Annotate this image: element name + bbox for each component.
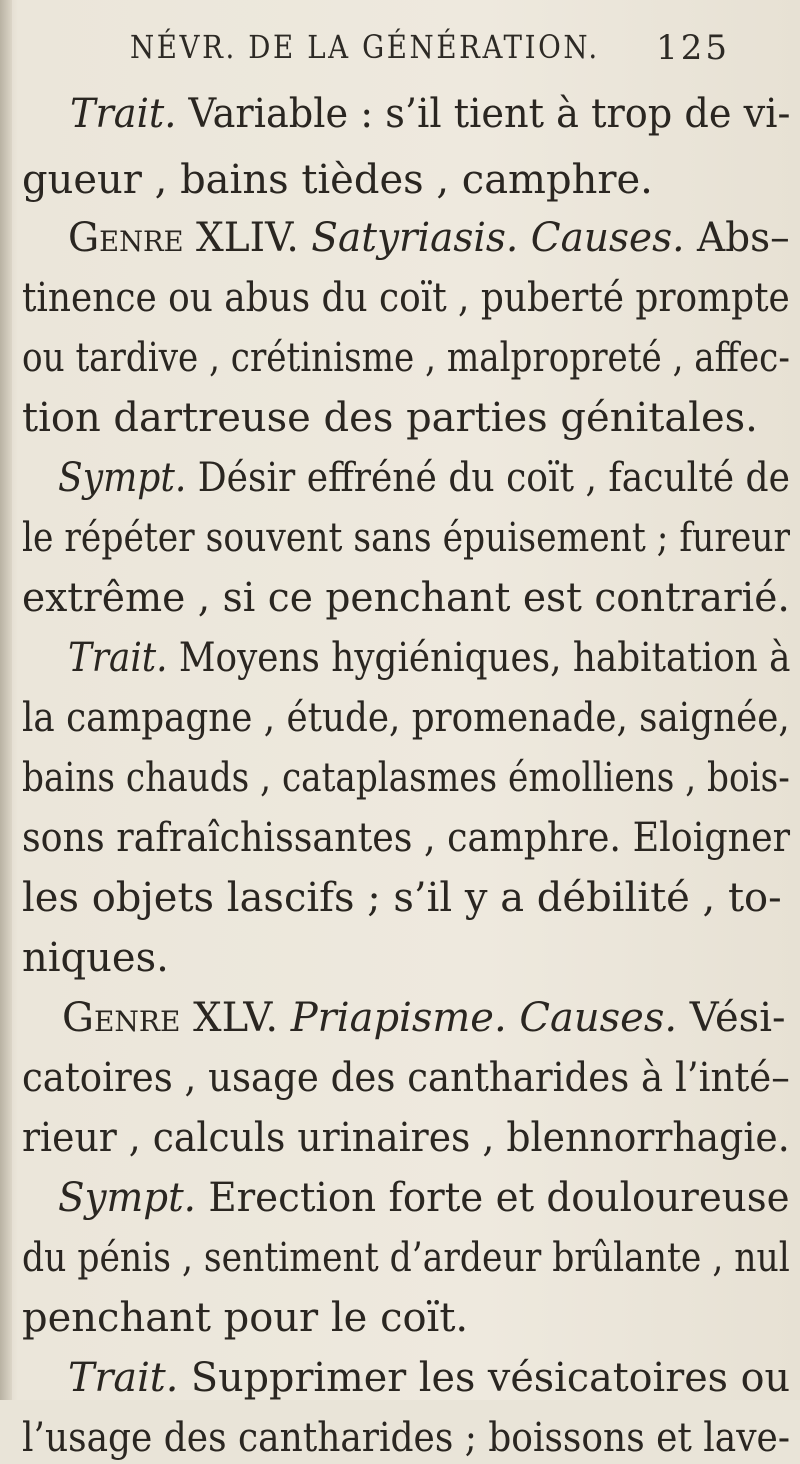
text-line: niques. bbox=[22, 935, 169, 981]
text-line: le répéter souvent sans épuisement ; fureur bbox=[22, 515, 791, 561]
text-line bbox=[68, 632, 790, 684]
genre-label: Genre bbox=[62, 995, 181, 1041]
text-line: la campagne , étude, promenade, saignée, bbox=[22, 695, 790, 741]
heading-trait: Trait. bbox=[70, 91, 177, 137]
page-header bbox=[130, 22, 730, 78]
line-text: Supprimer les vésicatoires ou bbox=[178, 1355, 791, 1401]
text-line: tinence ou abus du coït , puberté prompte bbox=[22, 275, 790, 321]
page-gutter-edge bbox=[0, 0, 12, 1400]
line-text: Moyens hygiéniques, habitation à bbox=[167, 635, 791, 681]
line-text: Vési- bbox=[677, 995, 786, 1041]
genre-number: XLV. bbox=[180, 995, 291, 1041]
heading-trait: Trait. bbox=[68, 635, 168, 681]
heading-trait: Trait. bbox=[68, 1355, 179, 1401]
text-line bbox=[62, 992, 786, 1044]
line-text: Abs– bbox=[684, 215, 790, 261]
page-number: 125 bbox=[656, 28, 730, 68]
line-text: Erection forte et douloureuse bbox=[195, 1175, 790, 1221]
genre-title: Satyriasis. Causes. bbox=[311, 215, 685, 261]
text-line: ou tardive , crétinisme , malpropreté , affec- bbox=[22, 335, 790, 381]
text-line: extrême , si ce penchant est contrarié. bbox=[22, 575, 790, 621]
text-line: bains chauds , cataplasmes émolliens , bois- bbox=[22, 755, 790, 801]
text-line: l’usage des cantharides ; boissons et lave- bbox=[22, 1415, 790, 1461]
running-title: NÉVR. DE LA GÉNÉRATION. bbox=[130, 28, 600, 66]
line-text: Désir effréné du coït , faculté de bbox=[186, 455, 790, 501]
text-line: sons rafraîchissantes , camphre. Eloigner bbox=[22, 815, 791, 861]
text-line: tion dartreuse des parties génitales. bbox=[22, 395, 758, 441]
text-line: rieur , calculs urinaires , blennorrhagie. bbox=[22, 1115, 790, 1161]
genre-label: Genre bbox=[68, 215, 184, 261]
text-line bbox=[58, 452, 790, 504]
text-line bbox=[70, 88, 790, 140]
heading-sympt: Sympt. bbox=[58, 1175, 196, 1221]
genre-number: XLIV. bbox=[183, 215, 312, 261]
genre-title: Priapisme. Causes. bbox=[290, 995, 678, 1041]
text-line bbox=[68, 1352, 790, 1404]
heading-sympt: Sympt. bbox=[58, 455, 187, 501]
line-text: Variable : s’il tient à trop de vi- bbox=[176, 91, 791, 137]
text-line bbox=[68, 212, 790, 264]
text-line: les objets lascifs ; s’il y a débilité , to- bbox=[22, 875, 782, 921]
text-line: catoires , usage des cantharides à l’inté– bbox=[22, 1055, 790, 1101]
text-line: du pénis , sentiment d’ardeur brûlante , nul bbox=[22, 1235, 790, 1281]
text-line bbox=[58, 1172, 790, 1224]
text-line: gueur , bains tièdes , camphre. bbox=[22, 157, 653, 203]
text-line: penchant pour le coït. bbox=[22, 1295, 469, 1341]
